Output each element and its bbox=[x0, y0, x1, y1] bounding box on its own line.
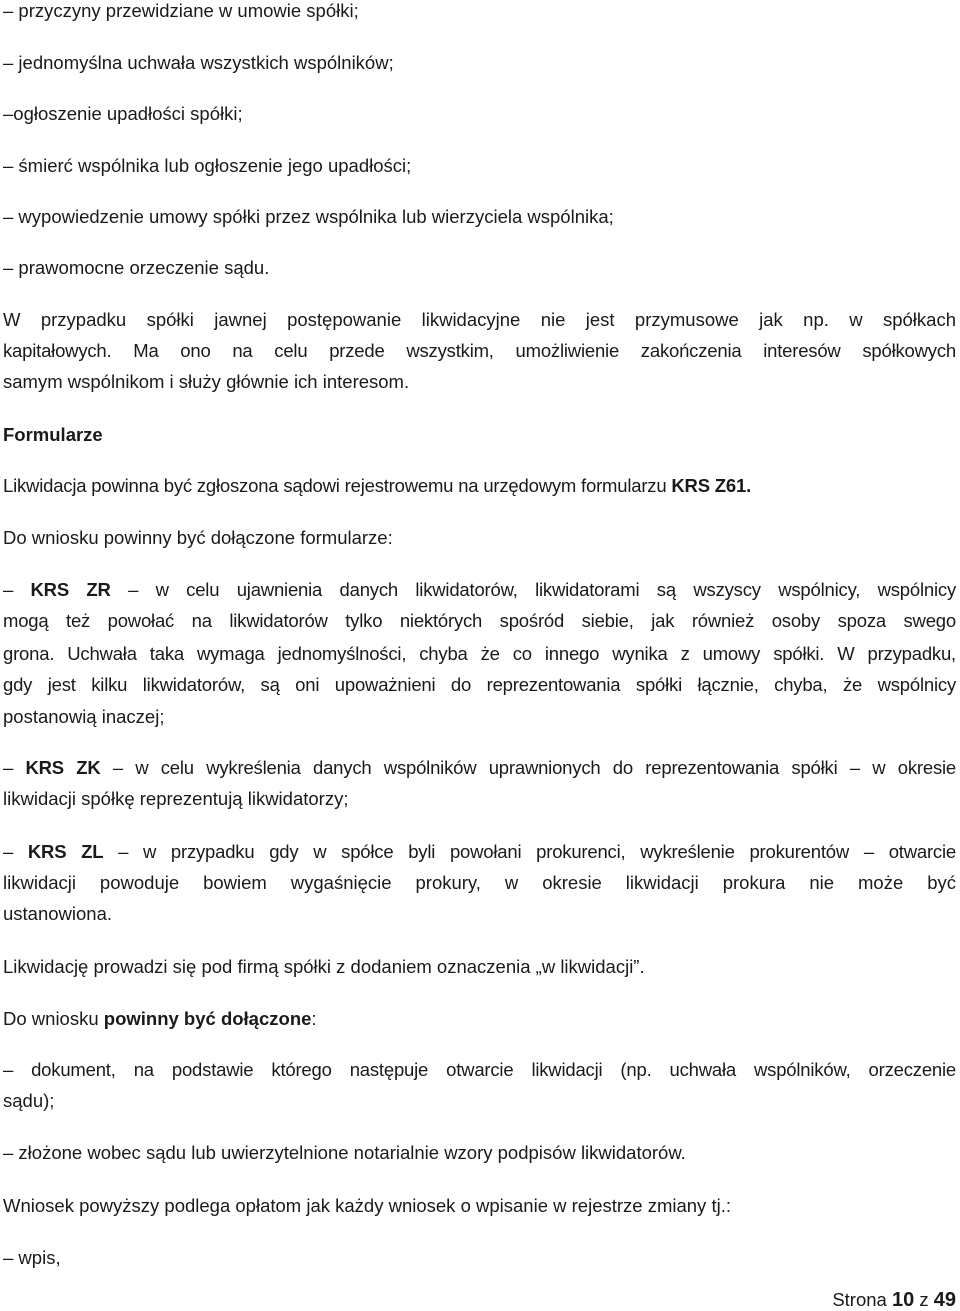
list-item: – złożone wobec sądu lub uwierzytelnione notarialnie wzory podpisów likwidatorów. bbox=[3, 1142, 686, 1163]
list-item: – jednomyślna uchwała wszystkich wspólników; bbox=[3, 52, 394, 73]
current-page: 10 bbox=[891, 1289, 915, 1311]
paragraph-line: Likwidację prowadzi się pod firmą spółki z dodaniem oznaczenia „w likwidacji”. bbox=[3, 956, 645, 977]
paragraph-line: samym wspólnikom i służy głównie ich interesom. bbox=[3, 371, 410, 392]
emphasis-text: powinny być dołączone bbox=[103, 1008, 312, 1029]
form-code: KRS ZK bbox=[25, 757, 101, 778]
paragraph-line: sądu); bbox=[3, 1090, 55, 1111]
paragraph-text: : bbox=[311, 1008, 317, 1029]
paragraph-line bbox=[3, 1009, 956, 1029]
page-label: Strona bbox=[832, 1289, 892, 1310]
paragraph-line: postanowią inaczej; bbox=[3, 706, 165, 727]
paragraph-text: Likwidacja powinna być zgłoszona sądowi rejestrowemu na urzędowym formularzu bbox=[3, 475, 672, 496]
list-item-line bbox=[3, 842, 956, 862]
dash: – bbox=[3, 757, 14, 778]
list-item-line: – dokument, na podstawie którego następuje otwarcie likwidacji (np. uchwała wspólników, orzeczenie bbox=[3, 1059, 956, 1080]
page-of: z bbox=[914, 1289, 934, 1310]
paragraph-line: kapitałowych. Ma ono na celu przede wszystkim, umożliwienie zakończenia interesów spółkowych bbox=[3, 340, 956, 361]
list-item: – prawomocne orzeczenie sądu. bbox=[3, 257, 270, 278]
paragraph-line bbox=[3, 476, 956, 496]
item-text: – w celu ujawnienia danych likwidatorów, likwidatorami są wszyscy wspólnicy, wspólnicy bbox=[128, 579, 956, 600]
paragraph-line: grona. Uchwała taka wymaga jednomyślności, chyba że co innego wynika z umowy spółki. W przypadku, bbox=[3, 643, 956, 664]
section-heading: Formularze bbox=[3, 424, 103, 445]
paragraph-line: Wniosek powyższy podlega opłatom jak każdy wniosek o wpisanie w rejestrze zmiany tj.: bbox=[3, 1195, 731, 1216]
list-item: –ogłoszenie upadłości spółki; bbox=[3, 103, 243, 124]
paragraph-line: ustanowiona. bbox=[3, 903, 113, 924]
list-item-line bbox=[3, 580, 956, 600]
list-item: – śmierć wspólnika lub ogłoszenie jego upadłości; bbox=[3, 155, 412, 176]
form-code: KRS ZR bbox=[30, 579, 111, 600]
paragraph-line: gdy jest kilku likwidatorów, są oni upoważnieni do reprezentowania spółki łącznie, chyba, że wspólnicy bbox=[3, 674, 956, 695]
list-item: – przyczyny przewidziane w umowie spółki; bbox=[3, 0, 359, 21]
form-code: KRS Z61. bbox=[671, 475, 752, 496]
paragraph-line: mogą też powołać na likwidatorów tylko niektórych spośród siebie, jak również osoby spoza swego bbox=[3, 610, 956, 631]
list-item-line bbox=[3, 758, 956, 778]
list-item: – wpis, bbox=[3, 1247, 61, 1268]
page-number bbox=[832, 1289, 956, 1311]
paragraph-line: likwidacji powoduje bowiem wygaśnięcie prokury, w okresie likwidacji prokura nie może być bbox=[3, 872, 956, 893]
dash: – bbox=[3, 579, 14, 600]
form-code: KRS ZL bbox=[27, 841, 104, 862]
paragraph-text: Do wniosku bbox=[3, 1008, 104, 1029]
list-item: – wypowiedzenie umowy spółki przez wspólnika lub wierzyciela wspólnika; bbox=[3, 206, 614, 227]
paragraph-line: W przypadku spółki jawnej postępowanie likwidacyjne nie jest przymusowe jak np. w spółkach bbox=[3, 309, 956, 330]
item-text: – w przypadku gdy w spółce byli powołani prokurenci, wykreślenie prokurentów – otwarcie bbox=[118, 841, 956, 862]
paragraph-line: likwidacji spółkę reprezentują likwidatorzy; bbox=[3, 788, 349, 809]
dash: – bbox=[3, 841, 14, 862]
total-pages: 49 bbox=[933, 1289, 956, 1311]
item-text: – w celu wykreślenia danych wspólników uprawnionych do reprezentowania spółki – w okresie bbox=[112, 757, 956, 778]
paragraph-line: Do wniosku powinny być dołączone formularze: bbox=[3, 527, 393, 548]
